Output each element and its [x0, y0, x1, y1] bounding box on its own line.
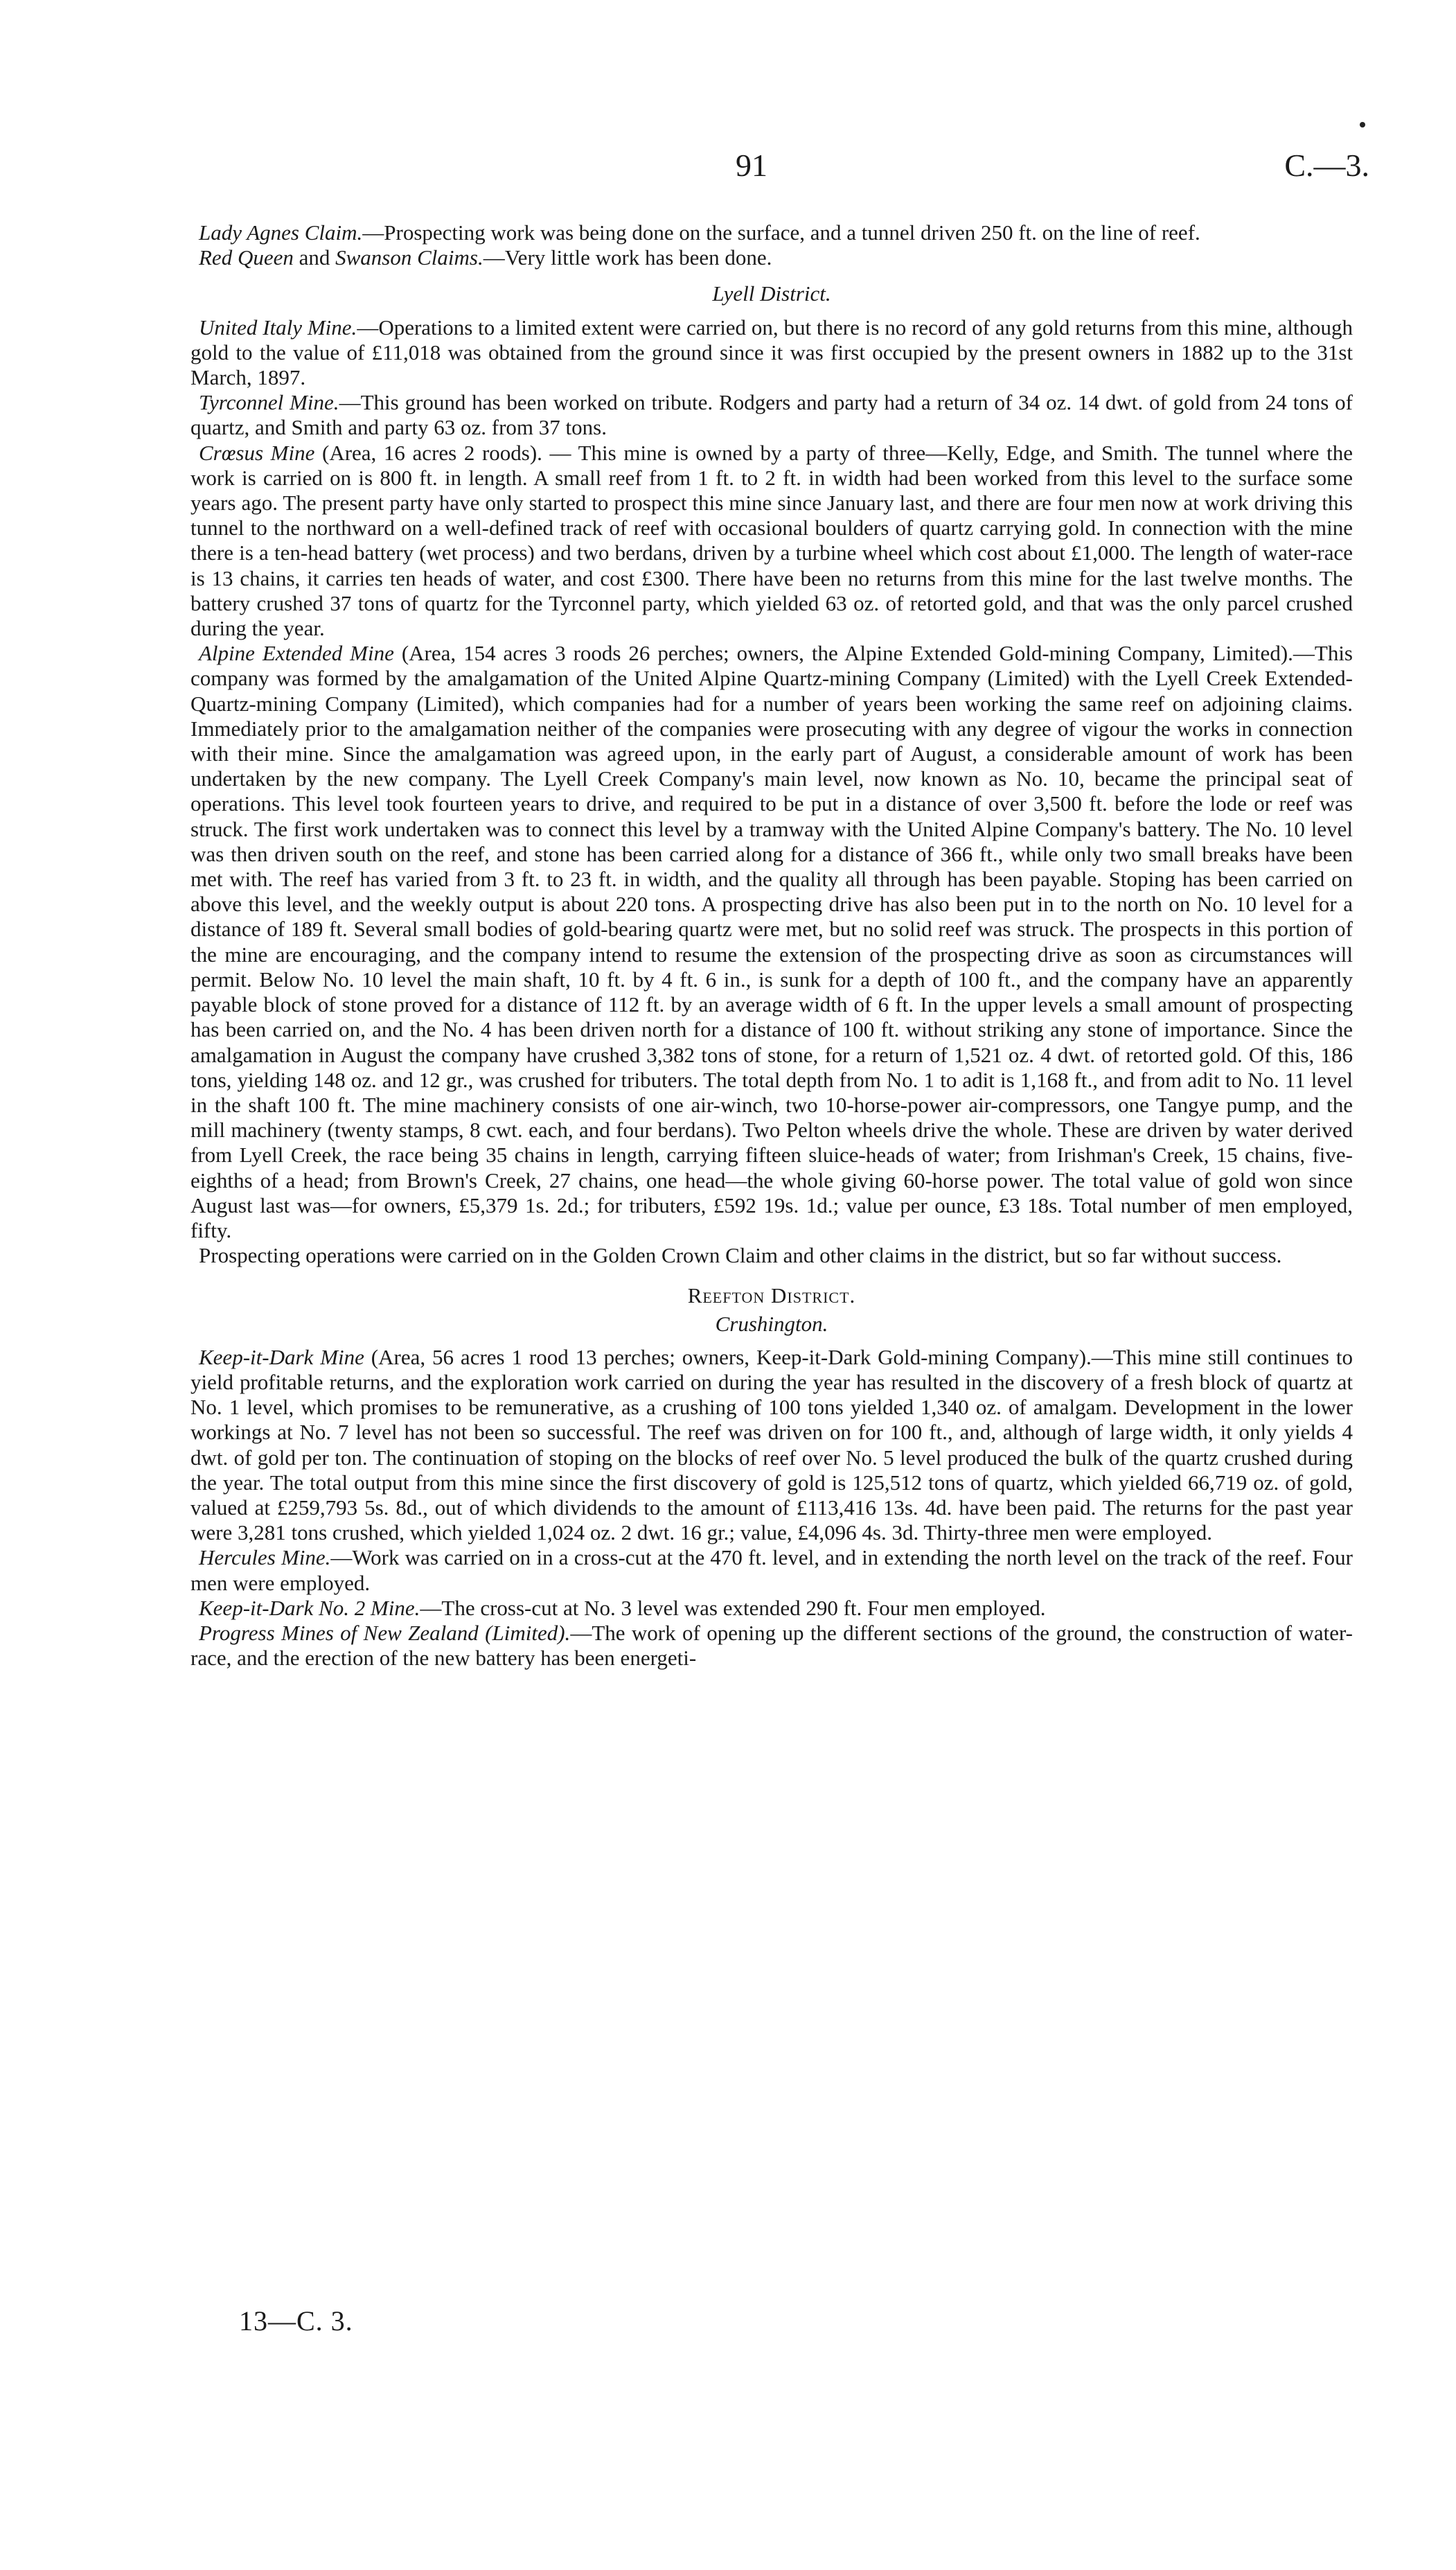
section-heading-reefton: Reefton District.	[687, 1283, 856, 1308]
body-text	[190, 220, 1353, 1671]
paragraph-alpine-extended: Alpine Extended Mine (Area, 154 acres 3 roods 26 perches; owners, the Alpine Extended Gold-mining Company, Limited).—This company was formed by the amalgamation of the United Alpine Quartz-mining Company (Limited) with the Lyell Creek Extended-Quartz-mining Company (Limited), which companies had for a number of years been working the same reef on adjoining claims. Immediately prior to the amalgamation neither of the companies were prosecuting with any degree of vigour the works in connection with their mine. Since the amalgamation was agreed upon, in the early part of August, a considerable amount of work has been undertaken by the new company. The Lyell Creek Company's main level, now known as No. 10, became the principal seat of operations. This level took fourteen years to drive, and required to be put in a distance of over 3,500 ft. before the lode or reef was struck. The first work undertaken was to connect this level by a tramway with the United Alpine Company's battery. The No. 10 level was then driven south on the reef, and stone has been carried along for a distance of 366 ft., while only two small breaks have been met with. The reef has varied from 3 ft. to 23 ft. in width, and the quality all through has been payable. Stoping has been carried on above this level, and the weekly output is about 220 tons. A prospecting drive has also been put in to the north on No. 10 level for a distance of 189 ft. Several small bodies of gold-bearing quartz were met, but no solid reef was struck. The prospects in this portion of the mine are encouraging, and the company intend to resume the extension of the prospecting drive as soon as circumstances will permit. Below No. 10 level the main shaft, 10 ft. by 4 ft. 6 in., is sunk for a depth of 100 ft., and the company have an apparently payable block of stone proved for a distance of 112 ft. by an average width of 6 ft. In the upper levels a small amount of prospecting has been carried on, and the No. 4 has been driven north for a distance of 100 ft. without striking any stone of importance. Since the amalgamation in August the company have crushed 3,382 tons of stone, for a return of 1,521 oz. 4 dwt. of retorted gold. Of this, 186 tons, yielding 148 oz. and 12 gr., was crushed for tributers. The total depth from No. 1 to adit is 1,168 ft., and from adit to No. 11 level in the shaft 100 ft. The mine machinery consists of one air-winch, two 10-horse-power air-compressors, one Tangye pump, and the mill machinery (twenty stamps, 8 cwt. each, and four berdans). Two Pelton wheels drive the whole. These are driven by water derived from Lyell Creek, the race being 35 chains in length, carrying fifteen sluice-heads of water; from Irishman's Creek, 15 chains, five-eighths of a head; from Brown's Creek, 27 chains, one head—the whole giving 60-horse power. The total value of gold won since August last was—for owners, £5,379 1s. 2d.; for tributers, £592 19s. 1d.; value per ounce, £3 18s. Total number of men employed, fifty.	[190, 641, 1353, 1242]
paragraph-keep-it-dark: Keep-it-Dark Mine (Area, 56 acres 1 rood 13 perches; owners, Keep-it-Dark Gold-mining Company).—This mine still continues to yield profitable returns, and the exploration work carried on during the year has resulted in the discovery of a fresh block of quartz at No. 1 level, which promises to be remunerative, as a crushing of 100 tons yielded 1,340 oz. of amalgam. Development in the lower workings at No. 7 level has not been so successful. The reef was driven on for 100 ft., and, although of large width, it only yields 4 dwt. of gold per ton. The continuation of stoping on the blocks of reef over No. 5 level produced the bulk of the quartz crushed during the year. The total output from this mine since the first discovery of gold is 125,512 tons of quartz, which yielded 66,719 oz. of gold, valued at £259,793 5s. 8d., out of which dividends to the amount of £113,416 13s. 4d. have been paid. The returns for the past year were 3,281 tons crushed, which yielded 1,024 oz. 2 dwt. 16 gr.; value, £4,096 4s. 3d. Thirty-three men were employed.	[190, 1344, 1353, 1545]
paragraph-lady-agnes: Lady Agnes Claim.—Prospecting work was being done on the surface, and a tunnel driven 250 ft. on the line of reef.	[199, 220, 1200, 245]
margin-dot	[1360, 122, 1365, 127]
paragraph-prospecting: Prospecting operations were carried on in the Golden Crown Claim and other claims in the district, but so far without success.	[199, 1243, 1282, 1268]
subsection-heading-crushington: Crushington.	[715, 1311, 828, 1336]
page-reference: C.—3.	[1284, 148, 1369, 183]
paragraph-united-italy: United Italy Mine.—Operations to a limited extent were carried on, but there is no record of any gold returns from this mine, although gold to the value of £11,018 was obtained from the ground since it was first occupied by the present owners in 1882 up to the 31st March, 1897.	[190, 315, 1353, 390]
paragraph-progress-mines: Progress Mines of New Zealand (Limited).—The work of opening up the different sections of the ground, the construction of water-race, and the erection of the new battery has been energeti-	[190, 1620, 1353, 1671]
section-heading-lyell: Lyell District.	[712, 281, 831, 306]
paragraph-croesus: Crœsus Mine (Area, 16 acres 2 roods). — This mine is owned by a party of three—Kelly, Edge, and Smith. The tunnel where the work is carried on is 800 ft. in length. A small reef from 1 ft. to 2 ft. in width had been worked from this level to the surface some years ago. The present party have only started to prospect this mine since January last, and there are four men now at work driving this tunnel to the northward on a well-defined track of reef with occasional boulders of quartz carrying gold. In connection with the mine there is a ten-head battery (wet process) and two berdans, driven by a turbine wheel which cost about £1,000. The length of water-race is 13 chains, it carries ten heads of water, and cost £300. There have been no returns from this mine for the last twelve months. The battery crushed 37 tons of quartz for the Tyrconnel party, which yielded 63 oz. of retorted gold, and that was the only parcel crushed during the year.	[190, 440, 1353, 641]
footer-signature: 13—C. 3.	[239, 2305, 353, 2336]
paragraph-tyrconnel: Tyrconnel Mine.—This ground has been worked on tribute. Rodgers and party had a return of 34 oz. 14 dwt. of gold from 24 tons of quartz, and Smith and party 63 oz. from 37 tons.	[190, 390, 1353, 440]
page-number: 91	[736, 148, 767, 183]
paragraph-hercules: Hercules Mine.—Work was carried on in a cross-cut at the 470 ft. level, and in extending the north level on the track of the reef. Four men were employed.	[190, 1545, 1353, 1595]
paragraph-red-queen: Red Queen and Swanson Claims.—Very little work has been done.	[199, 245, 772, 270]
paragraph-keep-it-dark-no2: Keep-it-Dark No. 2 Mine.—The cross-cut at No. 3 level was extended 290 ft. Four men employed.	[199, 1595, 1046, 1620]
